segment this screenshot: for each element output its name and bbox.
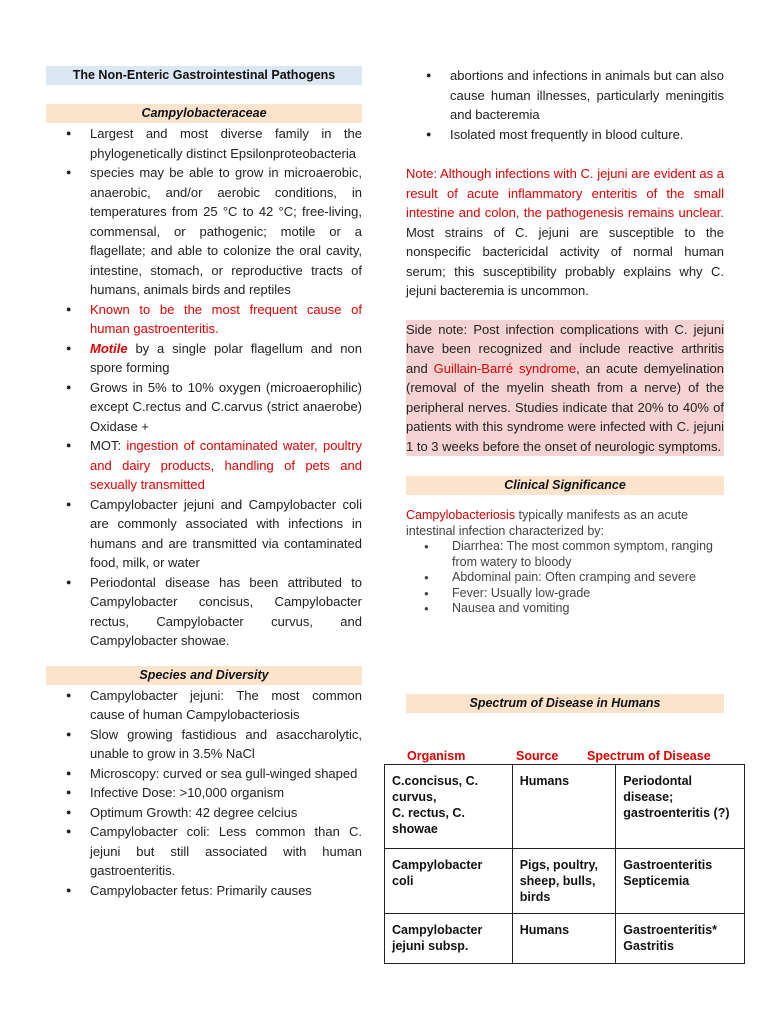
list-item: ● species may be able to grow in microaerobic, anaerobic, and/or aerobic conditions, in temperatures from 25 °C to 42 °C; free-living, commensal, or pathogenic; motile or a flagellate; and able to colonize the oral cavity, intestine, stomach, or reproductive tracts of humans, animals birds and reptiles <box>46 163 362 300</box>
table-cell: Gastroenteritis* Gastritis <box>616 914 745 964</box>
list-item: ● Infective Dose: >10,000 organism <box>46 783 362 803</box>
right-column <box>406 0 724 710</box>
list-item: ● Motile by a single polar flagellum and non spore forming <box>46 339 362 378</box>
table-cell: Humans <box>512 914 616 964</box>
campylobacteraceae-list <box>46 124 362 651</box>
table-header-organism: Organism <box>407 749 466 763</box>
section-heading-clinical: Clinical Significance <box>406 476 724 495</box>
list-item: ● Campylobacter coli: Less common than C. jejuni but still associated with human gastroenteritis. <box>46 822 362 881</box>
section-heading-spectrum: Spectrum of Disease in Humans <box>406 694 724 713</box>
left-column <box>46 0 362 900</box>
table-cell: Campylobacter jejuni subsp. <box>385 914 513 964</box>
list-item: ● Isolated most frequently in blood culture. <box>406 125 724 145</box>
fetus-list <box>406 66 724 144</box>
list-item: ● Campylobacter fetus: Primarily causes <box>46 881 362 901</box>
list-item: ● Largest and most diverse family in the phylogenetically distinct Epsilonproteobacteria <box>46 124 362 163</box>
table-cell: Humans <box>512 765 616 849</box>
table-header-source: Source <box>516 749 559 763</box>
section-heading-species: Species and Diversity <box>46 666 362 685</box>
table-row <box>385 765 745 849</box>
list-item: ● abortions and infections in animals but can also cause human illnesses, particularly meningitis and bacteremia <box>406 66 724 125</box>
list-item: ● Grows in 5% to 10% oxygen (microaerophilic) except C.rectus and C.carvus (strict anaerobe) Oxidase + <box>46 378 362 437</box>
table-cell: Periodontal disease; gastroenteritis (?) <box>616 765 745 849</box>
side-note-paragraph: Side note: Post infection complications with C. jejuni have been recognized and include reactive arthritis and Guillain-Barré syndrome, an acute demyelination (removal of the myelin sheath from a nerve) of the peripheral nerves. Studies indicate that 20% to 40% of patients with this syndrome were infected with C. jejuni 1 to 3 weeks before the onset of neurologic symptoms. <box>406 320 724 457</box>
clinical-list <box>406 539 724 617</box>
list-item: ● Fever: Usually low-grade <box>406 586 724 602</box>
list-item: ● Nausea and vomiting <box>406 601 724 617</box>
list-item: ● Campylobacter jejuni: The most common cause of human Campylobacteriosis <box>46 686 362 725</box>
list-item: ● Periodontal disease has been attributed to Campylobacter concisus, Campylobacter rectus, Campylobacter curvus, and Campylobacter showae. <box>46 573 362 651</box>
spectrum-table <box>384 764 745 964</box>
table-header-spectrum: Spectrum of Disease <box>587 749 711 763</box>
list-item: ● Abdominal pain: Often cramping and severe <box>406 570 724 586</box>
note-paragraph: Note: Although infections with C. jejuni are evident as a result of acute inflammatory enteritis of the small intestine and colon, the pathogenesis remains unclear. Most strains of C. jejuni are susceptible to the nonspecific bactericidal activity of normal human serum; this susceptibility probably explains why C. jejuni bacteremia is uncommon. <box>406 166 724 298</box>
table-row <box>385 914 745 964</box>
list-item: ● Known to be the most frequent cause of human gastroenteritis. <box>46 300 362 339</box>
table-cell: C.concisus, C. curvus, C. rectus, C. showae <box>385 765 513 849</box>
list-item: ● Slow growing fastidious and asaccharolytic, unable to grow in 3.5% NaCl <box>46 725 362 764</box>
table-row <box>385 849 745 914</box>
table-cell: Pigs, poultry, sheep, bulls, birds <box>512 849 616 914</box>
page-title: The Non-Enteric Gastrointestinal Pathogens <box>46 66 362 85</box>
list-item: ● Optimum Growth: 42 degree celcius <box>46 803 362 823</box>
list-item: ● Campylobacter jejuni and Campylobacter coli are commonly associated with infections in humans and are transmitted via contaminated food, milk, or water <box>46 495 362 573</box>
clinical-intro: Campylobacteriosis typically manifests as an acute intestinal infection characterized by: <box>406 508 689 538</box>
list-item: ● MOT: ingestion of contaminated water, poultry and dairy products, handling of pets and sexually transmitted <box>46 436 362 495</box>
table-cell: Campylobacter coli <box>385 849 513 914</box>
species-list <box>46 686 362 901</box>
list-item: ● Diarrhea: The most common symptom, ranging from watery to bloody <box>406 539 724 570</box>
table-cell: Gastroenteritis Septicemia <box>616 849 745 914</box>
section-heading-campylobacteraceae: Campylobacteraceae <box>46 104 362 123</box>
list-item: ● Microscopy: curved or sea gull-winged shaped <box>46 764 362 784</box>
